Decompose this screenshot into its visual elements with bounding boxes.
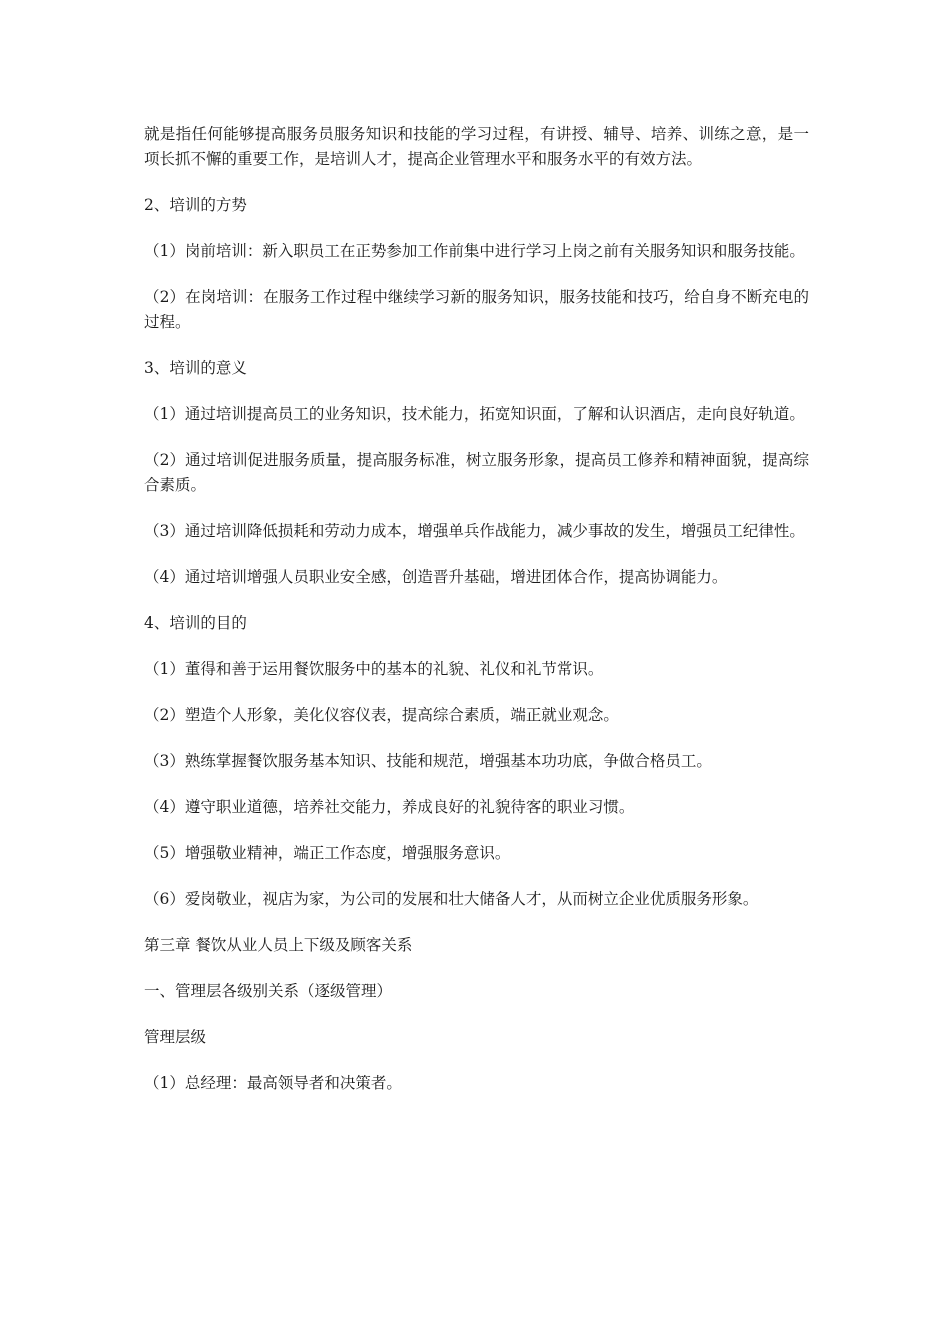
paragraph-purpose-5: （5）增强敬业精神，端正工作态度，增强服务意识。 [144,844,511,862]
paragraph-significance-4: （4）通过培训增强人员职业安全感，创造晋升基础，增进团体合作，提高协调能力。 [144,568,728,586]
paragraph-purpose-4: （4）遵守职业道德，培养社交能力，养成良好的礼貌待客的职业习惯。 [144,798,635,816]
document-page [144,122,809,1117]
paragraph-significance-1: （1）通过培训提高员工的业务知识，技术能力，拓宽知识面，了解和认识酒店，走向良好轨道。 [144,405,805,423]
heading-training-purpose: 4、培训的目的 [144,614,247,632]
paragraph-significance-3: （3）通过培训降低损耗和劳动力成本，增强单兵作战能力，减少事故的发生，增强员工纪律性。 [144,522,805,540]
heading-training-methods: 2、培训的方势 [144,196,247,214]
paragraph-purpose-1: （1）董得和善于运用餐饮服务中的基本的礼貌、礼仪和礼节常识。 [144,660,604,678]
paragraph-purpose-3: （3）熟练掌握餐饮服务基本知识、技能和规范，增强基本功功底，争做合格员工。 [144,752,712,770]
section-management-relations: 一、管理层各级别关系（逐级管理） [144,982,393,1000]
paragraph-purpose-6: （6）爱岗敬业，视店为家，为公司的发展和壮大储备人才，从而树立企业优质服务形象。 [144,890,759,908]
paragraph-on-job-training: （2）在岗培训：在服务工作过程中继续学习新的服务知识，服务技能和技巧，给自身不断充电的过程。 [144,288,809,331]
paragraph-significance-2: （2）通过培训促进服务质量，提高服务标准，树立服务形象，提高员工修养和精神面貌，提高综合素质。 [144,451,809,494]
chapter-three-title: 第三章 餐饮从业人员上下级及顾客关系 [144,936,413,954]
paragraph-purpose-2: （2）塑造个人形象，美化仪容仪表，提高综合素质，端正就业观念。 [144,706,619,724]
paragraph-pre-job-training: （1）岗前培训：新入职员工在正势参加工作前集中进行学习上岗之前有关服务知识和服务技能。 [144,242,805,260]
subheading-management-levels: 管理层级 [144,1028,207,1046]
paragraph-definition: 就是指任何能够提高服务员服务知识和技能的学习过程，有讲授、辅导、培养、训练之意，是一项长抓不懈的重要工作，是培训人才，提高企业管理水平和服务水平的有效方法。 [144,125,809,168]
heading-training-significance: 3、培训的意义 [144,359,247,377]
paragraph-general-manager: （1）总经理：最高领导者和决策者。 [144,1074,402,1092]
